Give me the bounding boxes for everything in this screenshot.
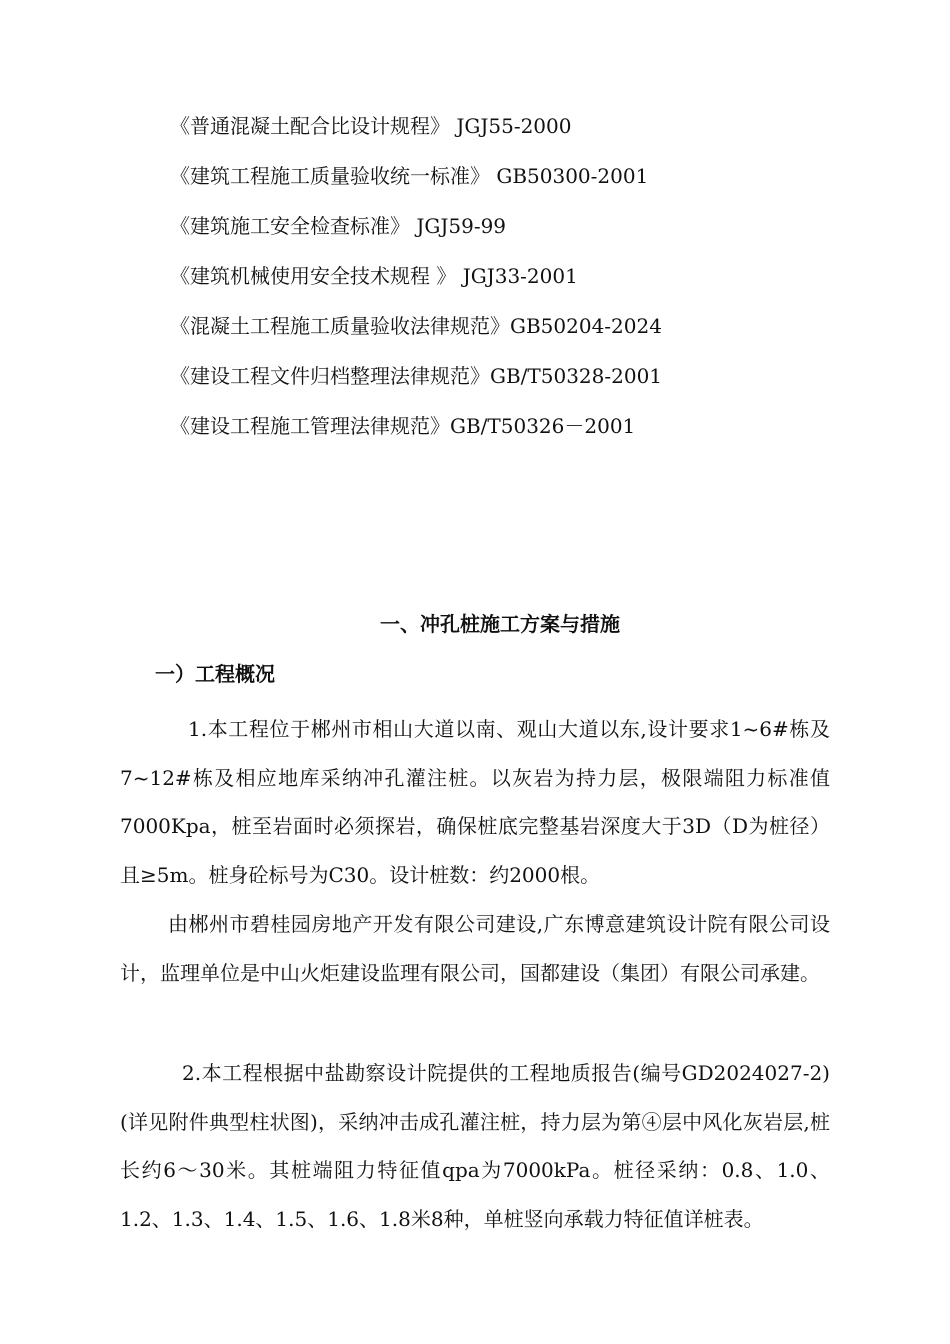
standard-item: 《混凝土工程施工质量验收法律规范》GB50204-2024	[170, 314, 662, 338]
paragraph-project-location: 1.本工程位于郴州市相山大道以南、观山大道以东,设计要求1~6#栋及7~12#栋及相应地库采纳冲孔灌注桩。以灰岩为持力层，极限端阻力标准值7000Kpa，桩至岩面时必须探岩，确保桩底完整基岩深度大于3D（D为桩径）且≥5m。桩身砼标号为C30。设计桩数：约2000根。	[120, 717, 830, 887]
standard-item: 《建筑机械使用安全技术规程 》 JGJ33-2001	[170, 264, 578, 288]
paragraph-project-parties: 由郴州市碧桂园房地产开发有限公司建设,广东博意建筑设计院有限公司设计，监理单位是中山火炬建设监理有限公司，国都建设（集团）有限公司承建。	[120, 912, 830, 985]
subsection-title: 一）工程概况	[155, 662, 275, 686]
standard-item: 《建设工程施工管理法律规范》GB/T50326－2001	[170, 414, 636, 438]
standard-item: 《建筑工程施工质量验收统一标准》 GB50300-2001	[170, 164, 649, 188]
paragraph-geology: 2.本工程根据中盐勘察设计院提供的工程地质报告(编号GD2024027-2)(详见附件典型柱状图)，采纳冲击成孔灌注桩，持力层为第④层中风化灰岩层,桩长约6～30米。其桩端阻力特征值qpa为7000kPa。桩径采纳：0.8、1.0、1.2、1.3、1.4、1.5、1.6、1.8米8种，单桩竖向承载力特征值详桩表。	[120, 1061, 830, 1231]
standards-list	[170, 108, 890, 458]
standard-item: 《建筑施工安全检查标准》 JGJ59-99	[170, 214, 507, 238]
standard-item: 《建设工程文件归档整理法律规范》GB/T50328-2001	[170, 364, 663, 388]
section-title: 一、冲孔桩施工方案与措施	[380, 612, 620, 636]
standard-item: 《普通混凝土配合比设计规程》 JGJ55-2000	[170, 114, 572, 138]
